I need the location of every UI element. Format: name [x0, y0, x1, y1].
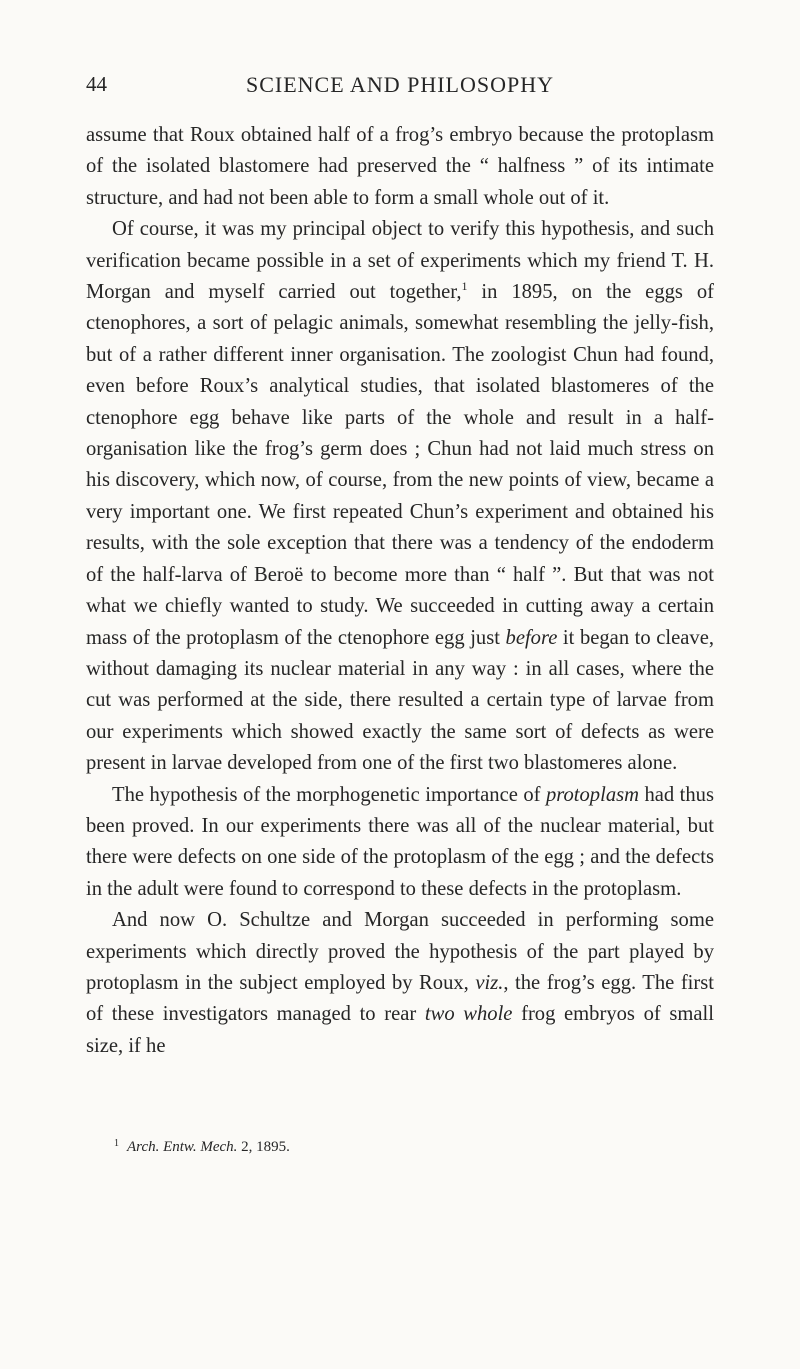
paragraph-4-part-a: And now O. Schultze and Morgan succeeded in performing some experiments which directly proved the hypothesis of the part played by protoplasm in the subject employed by Roux, — [86, 909, 714, 994]
footnote-mark: 1 — [114, 1138, 119, 1149]
footnote-reference: 1 — [461, 279, 468, 294]
page-number: 44 — [86, 72, 107, 96]
body-text — [86, 120, 714, 1062]
emphasis-viz: viz. — [475, 971, 504, 994]
running-head: SCIENCE AND PHILOSOPHY — [245, 72, 555, 97]
paragraph-1: assume that Roux obtained half of a frog’s embryo because the protoplasm of the isolated blastomere had preserved the “ halfness ” of its intimate structure, and had not been able to form a small whole out of it. — [86, 124, 714, 209]
emphasis-protoplasm: protoplasm — [545, 783, 640, 806]
paragraph-3-part-b: had thus been proved. In our experiments there was all of the nuclear material, but there were defects on one side of the protoplasm of the egg ; and the defects in the adult were found to correspond to these defects in the protoplasm. — [86, 783, 714, 900]
paragraph-2-part-a: Of course, it was my principal object to verify this hypothesis, and such verification became possible in a set of experiments which my friend T. H. Morgan and myself carried out together, — [86, 218, 714, 304]
paragraph-3 — [86, 780, 714, 906]
footnote-citation: Arch. Entw. Mech. — [127, 1139, 238, 1155]
footnote — [86, 1134, 714, 1157]
paragraph-3-part-a: The hypothesis of the morphogenetic importance of — [112, 783, 546, 806]
paragraph-2-part-c: it began to cleave, without damaging its nuclear material in any way : in all cases, where the cut was performed at the side, there resulted a certain type of larvae from our experiments which showed exactly the same sort of defects as were present in larvae developed from one of the first two blastomeres alone. — [86, 626, 714, 775]
emphasis-two-whole: two whole — [424, 1003, 513, 1026]
paragraph-2-part-b: in 1895, on the eggs of ctenophores, a sort of pelagic animals, somewhat resembling the jelly-fish, but of a rather different inner organisation. The zoologist Chun had found, even before Roux’s analytical studies, that isolated blastomeres of the ctenophore egg behave like parts of the whole and result in a half-organisation like the frog’s germ does ; Chun had not laid much stress on his discovery, which now, of course, from the new points of view, became a very important one. We first repeated Chun’s experiment and obtained his results, with the sole exception that there was a tendency of the endoderm of the half-larva of Beroë to become more than “ half ”. But that was not what we chiefly wanted to study. We succeeded in cutting away a certain mass of the protoplasm of the ctenophore egg just — [86, 281, 715, 649]
footnote-details: 2, 1895. — [237, 1139, 290, 1155]
paragraph-4-part-b: , the frog’s egg. The first of these investigators managed to rear — [86, 971, 714, 1026]
page-header — [86, 72, 714, 102]
emphasis-before: before — [505, 626, 558, 649]
paragraph-2 — [86, 214, 714, 779]
paragraph-4-part-c: frog embryos of small size, if he — [86, 1003, 714, 1057]
paragraph-4 — [86, 905, 714, 1062]
